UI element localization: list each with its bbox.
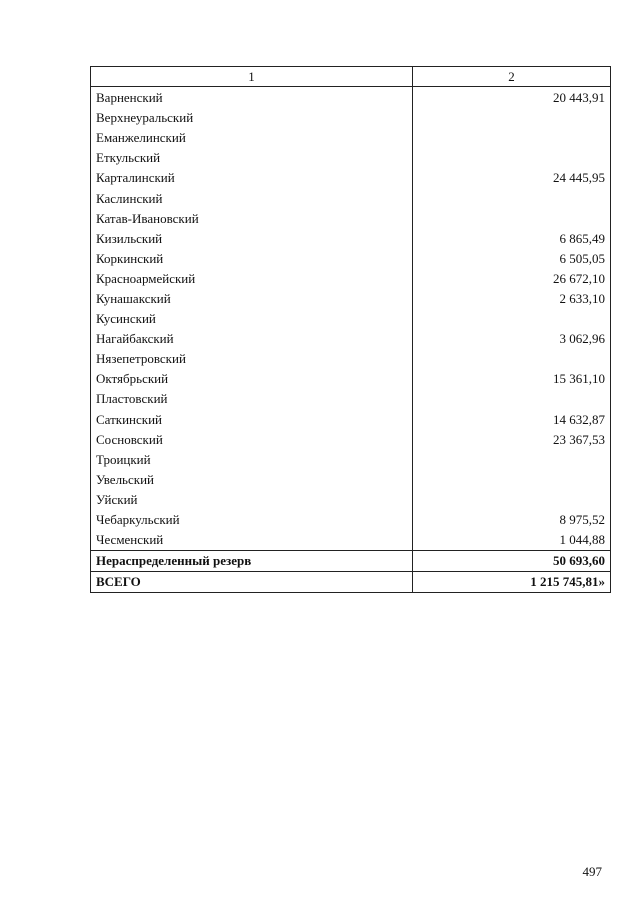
table-row [91,530,611,551]
table-row [91,289,611,309]
district-name: Красноармейский [91,269,413,289]
table-row [91,430,611,450]
table-row [91,229,611,249]
district-name: Каслинский [91,188,413,208]
district-name: Карталинский [91,168,413,188]
header-row [91,67,611,87]
district-value [413,490,611,510]
district-name: Сосновский [91,430,413,450]
district-value: 15 361,10 [413,369,611,389]
district-value [413,450,611,470]
district-value: 3 062,96 [413,329,611,349]
district-value [413,209,611,229]
table-row [91,510,611,530]
district-value: 20 443,91 [413,87,611,109]
reserve-label: Нераспределенный резерв [91,551,413,572]
district-value: 8 975,52 [413,510,611,530]
column-header-1: 1 [91,67,413,87]
district-value [413,128,611,148]
district-name: Троицкий [91,450,413,470]
table-row [91,369,611,389]
district-name: Чебаркульский [91,510,413,530]
table-row [91,349,611,369]
district-name: Верхнеуральский [91,108,413,128]
table-row [91,87,611,109]
column-header-2: 2 [413,67,611,87]
district-value: 1 044,88 [413,530,611,551]
district-value: 2 633,10 [413,289,611,309]
total-row [91,572,611,593]
district-value: 23 367,53 [413,430,611,450]
district-value: 6 505,05 [413,249,611,269]
district-value [413,188,611,208]
district-value [413,470,611,490]
reserve-row [91,551,611,572]
budget-table [90,66,611,593]
district-name: Еманжелинский [91,128,413,148]
district-name: Нагайбакский [91,329,413,349]
table-row [91,389,611,409]
district-value [413,309,611,329]
table-row [91,269,611,289]
district-value [413,108,611,128]
table-row [91,148,611,168]
district-value [413,349,611,369]
table-row [91,309,611,329]
district-value [413,389,611,409]
table-row [91,249,611,269]
table-row [91,168,611,188]
table-body [91,87,611,551]
table-row [91,188,611,208]
district-name: Увельский [91,470,413,490]
district-value: 26 672,10 [413,269,611,289]
table-row [91,209,611,229]
table-row [91,490,611,510]
page-number: 497 [582,864,602,879]
table-row [91,450,611,470]
district-name: Варненский [91,87,413,109]
district-value: 24 445,95 [413,168,611,188]
district-name: Еткульский [91,148,413,168]
district-name: Катав-Ивановский [91,209,413,229]
district-name: Кусинский [91,309,413,329]
table-row [91,128,611,148]
total-label: ВСЕГО [91,572,413,593]
table-row [91,410,611,430]
district-name: Кунашакский [91,289,413,309]
district-name: Чесменский [91,530,413,551]
district-name: Пластовский [91,389,413,409]
district-name: Нязепетровский [91,349,413,369]
district-name: Саткинский [91,410,413,430]
district-value: 6 865,49 [413,229,611,249]
table-row [91,108,611,128]
table-row [91,470,611,490]
district-value: 14 632,87 [413,410,611,430]
district-name: Октябрьский [91,369,413,389]
total-value: 1 215 745,81» [413,572,611,593]
table-row [91,329,611,349]
reserve-value: 50 693,60 [413,551,611,572]
district-name: Уйский [91,490,413,510]
district-value [413,148,611,168]
district-name: Коркинский [91,249,413,269]
district-name: Кизильский [91,229,413,249]
